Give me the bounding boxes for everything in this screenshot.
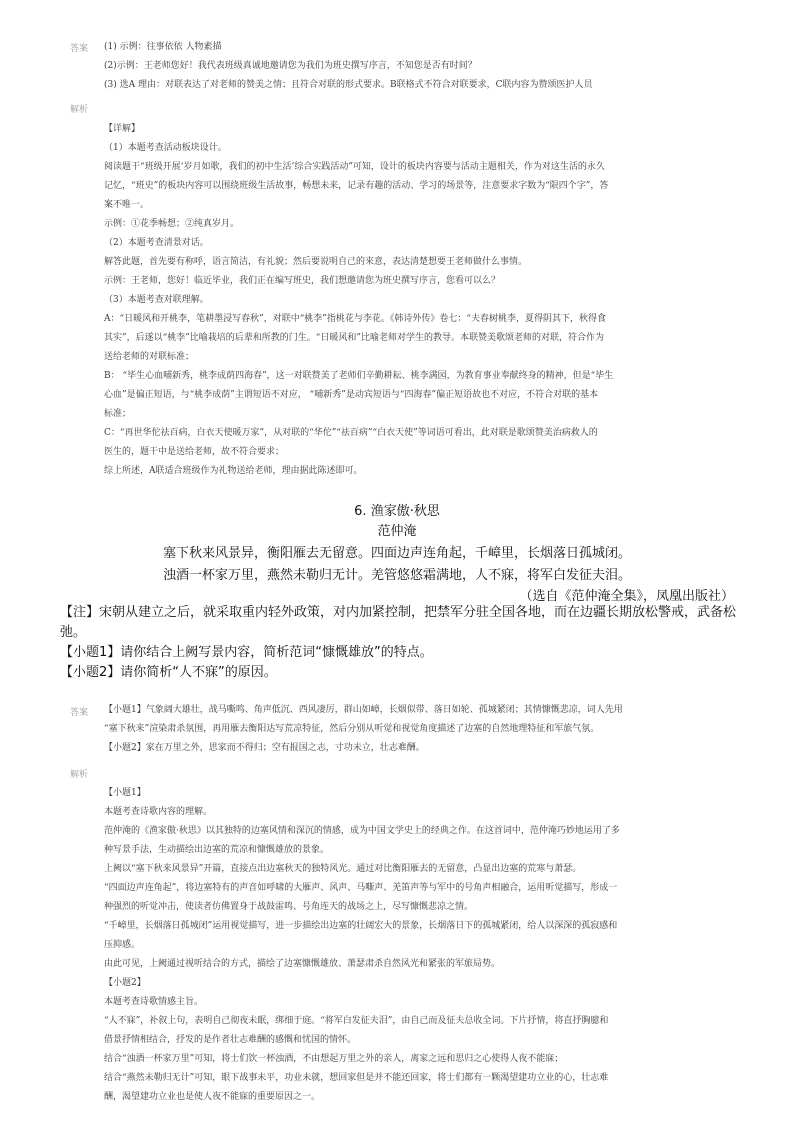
analysis-line: 由此可见，上阙通过视听结合的方式，描绘了边塞慷慨雄放、萧瑟肃杀自然风光和紧张的军旅局势。 [104,959,501,969]
analysis-line: 解答此题，首先要有称呼，语言简洁，有礼貌；然后要说明自己的来意，表达清楚想要王老师做什么事情。 [104,257,528,267]
analysis-line: C：“再世华佗祛百病，白衣天使暖万家”，从对联的“华佗”“祛百病”“白衣天使”等词语可看出，此对联是歌颂赞美治病救人的 [104,428,598,438]
answer-block-1 [104,38,724,95]
answer-line: (2)示例：王老师您好！我代表班级真诚地邀请您为我们为班史撰写序言，不知您是否有时间？ [104,61,477,71]
analysis-line: “人不寐”，补叙上句，表明自己彻夜未眠，绑细于庭。“将军白发征夫泪”，由自己而及征夫总收全词。下片抒情，将直抒胸臆和 [104,1016,609,1026]
answer-label: 答案 [70,44,89,54]
analysis-line: 范仲淹的《渔家傲·秋思》以其独特的边塞风情和深沉的情感，成为中国文学史上的经典之作。在这首词中，范仲淹巧妙地运用了多 [104,826,620,836]
question-2: 【小题2】请你简析“人不寐”的原因。 [60,665,277,680]
analysis-line: 结合“燕然未勒归无计”可知，眼下战事未平，功业未就，想回家但是并不能还回家，将士们都有一颗渴望建功立业的心，壮志难 [104,1073,609,1083]
poem-note [60,603,740,683]
analysis-line: （3）本题考查对联理解。 [104,295,209,305]
answer-line: “塞下秋来”渲染肃杀氛围，再用雁去衡阳达写荒凉特征，然后分别从听觉和视觉角度描述了边塞的自然地理特征和军旅气氛。 [104,724,600,734]
answer-label-2: 答案 [70,708,89,718]
analysis-label-2: 解析 [70,770,89,780]
analysis-line: “四面边声连角起”，将边塞特有的声音如呼啸的大雁声、风声、马嘶声、羌笛声等与军中的号角声相融合，运用听觉描写，形成一 [104,883,618,893]
poem-line-2: 浊酒一杯家万里，燕然未勒归无计。羌管悠悠霜满地，人不寐，将军白发征夫泪。 [162,568,631,583]
analysis-line: 医生的，题干中是送给老师，故不符合要求； [104,447,285,457]
analysis-line: 阅读题干“班级开展‘岁月如歌，我们的初中生活’综合实践活动”可知，设计的板块内容要与活动主题相关，作为对这生活的永久 [104,162,605,172]
analysis-block-1 [104,120,724,481]
analysis-line: 本题考查诗歌内容的理解。 [104,807,213,817]
note-line: 弛。 [60,625,87,640]
answer-block-2 [104,701,724,758]
analysis-line: 综上所述，A联适合班级作为礼物送给老师，理由据此陈述即可。 [104,466,363,476]
analysis-line: 送给老师的对联标准； [104,352,195,362]
analysis-line: 种写景手法，生动描绘出边塞的荒凉和慷慨雄放的景象。 [104,845,330,855]
analysis-line: 上阙以“塞下秋来风景异”开篇，直接点出边塞秋天的独特风光。通过对比衡阳雁去的无留意，凸显出边塞的荒寒与萧瑟。 [104,864,582,874]
answer-line: (1) 示例：往事依依 人物素描 [104,42,222,52]
analysis-line: 酬，渴望建功立业也是使人夜不能寐的重要原因之一。 [104,1092,321,1102]
question-1: 【小题1】请你结合上阙写景内容，简析范词“慷慨雄放”的特点。 [60,645,433,660]
poem-heading: 6. 渔家傲·秋思 [354,504,440,519]
analysis-line: 【小题2】 [104,978,146,988]
analysis-label: 解析 [70,105,89,115]
analysis-line: 标准； [104,409,132,419]
analysis-line: 记忆，“班史”的板块内容可以围绕班级生活故事，畅想未来，记录有趣的活动、学习的场景等，注意要求字数为“限四个字”，答 [104,181,609,191]
answer-line: (3) 选A 理由：对联表达了对老师的赞美之情；且符合对联的形式要求。B联格式不符合对联要求，C联内容为赞颂医护人员 [104,80,593,90]
poem-source: （选自《范仲淹全集》，凤凰出版社） [519,589,734,604]
note-line: 【注】宋朝从建立之后，就采取重内轻外政策，对内加紧控制，把禁军分驻全国各地，而在边疆长期放松警戒，武备松 [60,605,737,620]
analysis-line: 借景抒情相结合，抒发的是作者壮志难酬的感慨和忧国的情怀。 [104,1035,357,1045]
analysis-line: 本题考查诗歌情感主旨。 [104,997,204,1007]
answer-line: 【小题2】家在万里之外，思家而不得归；空有报国之志，寸功未立，壮志难酬。 [104,743,425,753]
analysis-line: （1）本题考查活动板块设计。 [104,143,227,153]
analysis-block-2 [104,784,724,1107]
analysis-line: 其实”，后遂以“桃李”比喻栽培的后辈和所教的门生。“日暖风和”比喻老师对学生的教导。本联赞美歌颂老师的对联，符合作为 [104,333,605,343]
analysis-line: 压抑感。 [104,940,141,950]
analysis-line: A：“日暖风和开桃李，笔耕墨浸写春秋”，对联中“桃李”指桃花与李花。《韩诗外传》卷七：“夫春树桃李，夏得阴其下，秋得食 [104,314,607,324]
poem-author: 范仲淹 [377,524,417,539]
analysis-line: 示例：①花季畅想；②纯真岁月。 [104,219,240,229]
analysis-line: （2）本题考查清景对话。 [104,238,209,248]
poem-line-1: 塞下秋来风景异，衡阳雁去无留意。四面边声连角起，千嶂里，长烟落日孤城闭。 [162,546,631,561]
analysis-line: 种强烈的听觉冲击，使读者仿佛置身于战鼓雷鸣、号角连天的战场之上，尽写慷慨悲凉之情。 [104,902,474,912]
analysis-line: “千嶂里，长烟落日孤城闭”运用视觉描写，进一步描绘出边塞的壮阔宏大的景象，长烟落日下的孤城紧闭，给人以深深的孤寂感和 [104,921,618,931]
analysis-line: 结合“浊酒一杯家万里”可知，将士们饮一杯浊酒，不由想起万里之外的亲人，离家之远和思归之心使得人夜不能寐； [104,1054,564,1064]
analysis-line: 案不唯一。 [104,200,150,210]
analysis-line: 示例：王老师，您好！临近毕业，我们正在编写班史，我们想邀请您为班史撰写序言，您看可以么？ [104,276,501,286]
analysis-line: 【详解】 [104,124,141,134]
analysis-line: 【小题1】 [104,788,146,798]
analysis-line: B： “毕生心血哺新秀，桃李成荫四海春”，这一对联赞美了老师们辛勤耕耘、桃李满园，为教育事业奉献终身的精神，但是“毕生 [104,371,614,381]
analysis-line: 心血”是偏正短语，与“桃李成荫”主谓短语不对应， “哺新秀”是动宾短语与“四海春”偏正短语故也不对应，不符合对联的基本 [104,390,599,400]
answer-line: 【小题1】气象阔大雄壮，战马嘶鸣、角声低沉、西风凄厉，群山如嶂，长烟似带、落日如轮、孤城紧闭；其情慷慨悲凉，词人先用 [104,705,623,715]
